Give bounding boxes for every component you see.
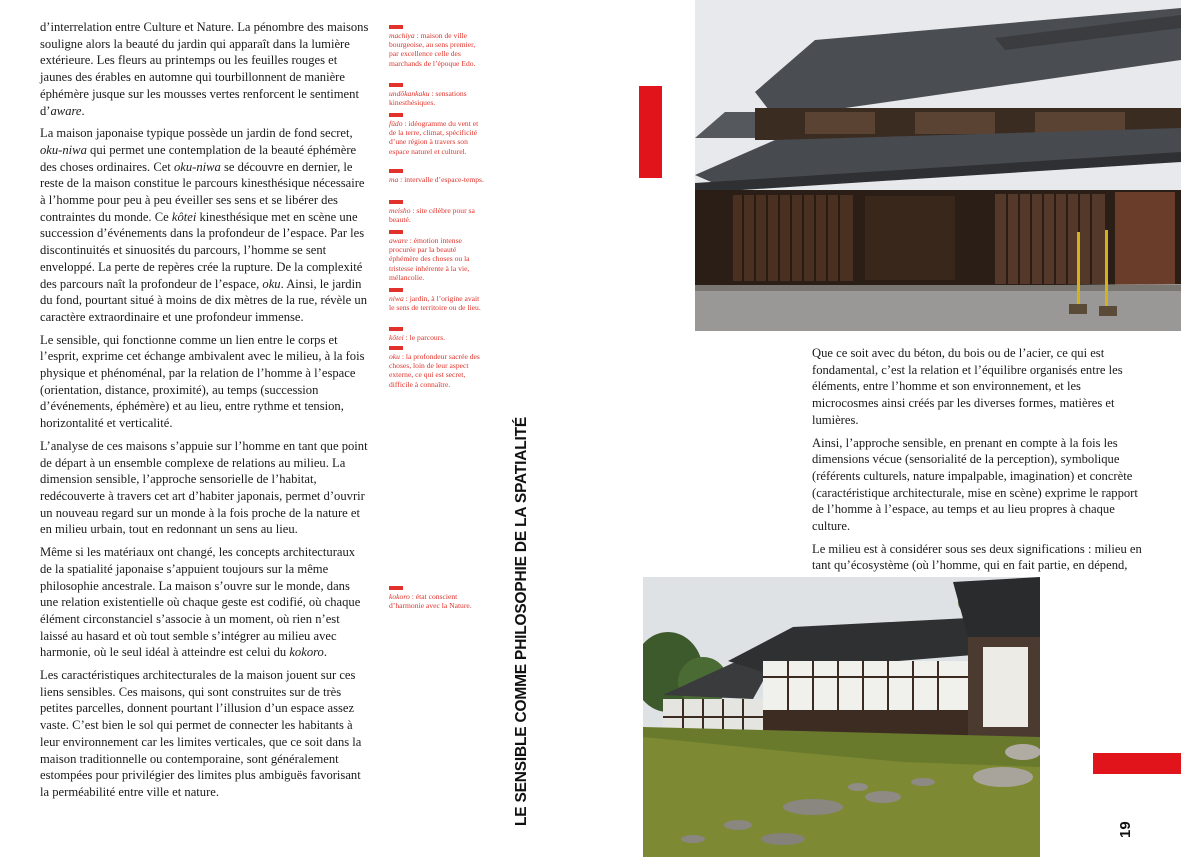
page-number: 19 [1117, 821, 1134, 838]
note-marker [389, 25, 403, 29]
note-marker [389, 288, 403, 292]
paragraph: Les caractéristiques architecturales de la maison jouent sur ces liens sensibles. Ces maisons, qui sont construites sur de très petites parcelles, donnent pourtant l’illusion d’un espace assez vaste. C’est bien le sol qui permet de connecter les habitants à leur environnement car les limites verticales, que ce soit dans la maison traditionnelle ou contemporaine, sont généralement estompées pour privilégier des limites plus ambiguës favorisant la perméabilité entre ville et nature. [40, 668, 362, 799]
note-marker [389, 169, 403, 173]
glossary-note-meisho: meisho : site célèbre pour sa beauté. [389, 200, 485, 224]
glossary-note-oku: oku : la profondeur sacrée des choses, loin de leur aspect externe, ce qui est secret, difficile à connaître. [389, 346, 485, 389]
paragraph: Que ce soit avec du béton, du bois ou de l’acier, ce qui est fondamental, c’est la relation et l’équilibre organisés entre les éléments, entre l’homme et son environnement, et les microcosmes ainsi créés par les diverses formes, matières et lumières. [812, 346, 1123, 427]
note-marker [389, 200, 403, 204]
machiya-photo [695, 0, 1181, 331]
glossary-note-kotei: kôtei : le parcours. [389, 327, 485, 342]
paragraph: Le sensible, qui fonctionne comme un lien entre le corps et l’esprit, exprime cet échange ambivalent avec le milieu, à la fois physique et phénoménal, par la relation de l’homme à l’espace (orientation, distance, proximité), au temps (succession d’événements, éphémère) et au lieu, entre rythme et tension, horizontalité et verticalité. [40, 332, 365, 431]
paragraph: Même si les matériaux ont changé, les concepts architecturaux de la spatialité japonaise s’appuient toujours sur la même philosophie ancestrale. La maison s’ouvre sur le monde, dans une relation existentielle où chaque geste est codifié, où chaque élément circonstanciel s’associe à un moment, où rien n’est laissé au hasard et où tout semble s’intégrer au milieu avec harmonie, où le seul idéal à atteindre est celui du kokoro. [40, 545, 361, 660]
note-marker [389, 586, 403, 590]
glossary-note-kokoro: kokoro : état conscient d’harmonie avec la Nature. [389, 586, 485, 610]
paragraph: Le milieu est à considérer sous ses deux significations : milieu en tant qu’écosystème (où l’homme, qui en fait partie, en dépend, [812, 541, 1142, 573]
note-marker [389, 113, 403, 117]
glossary-note-aware: aware : émotion intense procurée par la beauté éphémère des choses ou la tristesse inhérente à la vie, mélancolie. [389, 230, 485, 282]
glossary-note-niwa: niwa : jardin, à l’origine avait le sens de territoire ou de lieu. [389, 288, 485, 312]
note-marker [389, 346, 403, 350]
red-accent-bar [639, 86, 662, 178]
glossary-note-machiya: machiya : maison de ville bourgeoise, au sens premier, par excellence celle des marchands de l’époque Edo. [389, 25, 485, 68]
paragraph: Ainsi, l’approche sensible, en prenant en compte à la fois les dimensions vécue (sensorialité de la perception), symbolique (référents culturels, nature impalpable, imagination) et concrète (caractéristique architecturale, mise en scène) exprime le rapport de l’homme à l’espace, au temps et au lieu propres à chaque culture. [812, 435, 1138, 534]
glossary-note-ma: ma : intervalle d’espace-temps. [389, 169, 485, 184]
villa-garden-photo [643, 577, 1040, 857]
note-marker [389, 83, 403, 87]
section-title: LE SENSIBLE COMME PHILOSOPHIE DE LA SPATIALITÉ [513, 416, 530, 826]
glossary-note-undokankaku: undôkankaku : sensations kinesthésiques. [389, 83, 485, 107]
right-text-column [812, 345, 1142, 580]
glossary-note-fudo: fûdo : idéogramme du vent et de la terre, climat, spécificité d’une région à travers son espace naturel et culturel. [389, 113, 485, 156]
paragraph: La maison japonaise typique possède un jardin de fond secret, oku-niwa qui permet une contemplation de la beauté éphémère des choses ordinaires. Cet oku-niwa se découvre en dernier, le reste de la maison constitue le parcours kinesthésique nécessaire à l’homme pour peu à peu éveiller ses sens et se libérer des contraintes du monde. Ce kôtei kinesthésique met en scène une succession d’événements dans la profondeur de l’espace. Par les discontinuités et sinuosités du parcours, l’homme se sent enveloppé. La perte de repères crée la rupture. De la complexité des parcours naît la profondeur de l’espace, oku. Ainsi, le jardin du fond, pourtant situé à moins de dix mètres de la rue, révèle un caractère extraordinaire et une profondeur immense. [40, 126, 367, 324]
note-marker [389, 327, 403, 331]
left-text-column [40, 19, 370, 807]
note-marker [389, 230, 403, 234]
paragraph: L’analyse de ces maisons s’appuie sur l’homme en tant que point de départ à un ensemble complexe de relations au milieu. La dimension sensible, l’approche sensorielle de l’habitat, redécouverte à travers cet art d’habiter japonais, permet d’ouvrir un nouveau regard sur un monde à la fois proche de la nature et en milieu urbain, tout en redonnant un sens au lieu. [40, 438, 368, 537]
paragraph: d’interrelation entre Culture et Nature. La pénombre des maisons souligne alors la beauté du jardin qui apparaît dans la lumière extérieure. Les fleurs au printemps ou les feuilles rouges et jaunes des érables en automne qui tourbillonnent de manière éphémère jusque sur les mousses vertes renforcent le sentiment d’aware. [40, 20, 369, 118]
red-accent-bar [1093, 753, 1181, 774]
